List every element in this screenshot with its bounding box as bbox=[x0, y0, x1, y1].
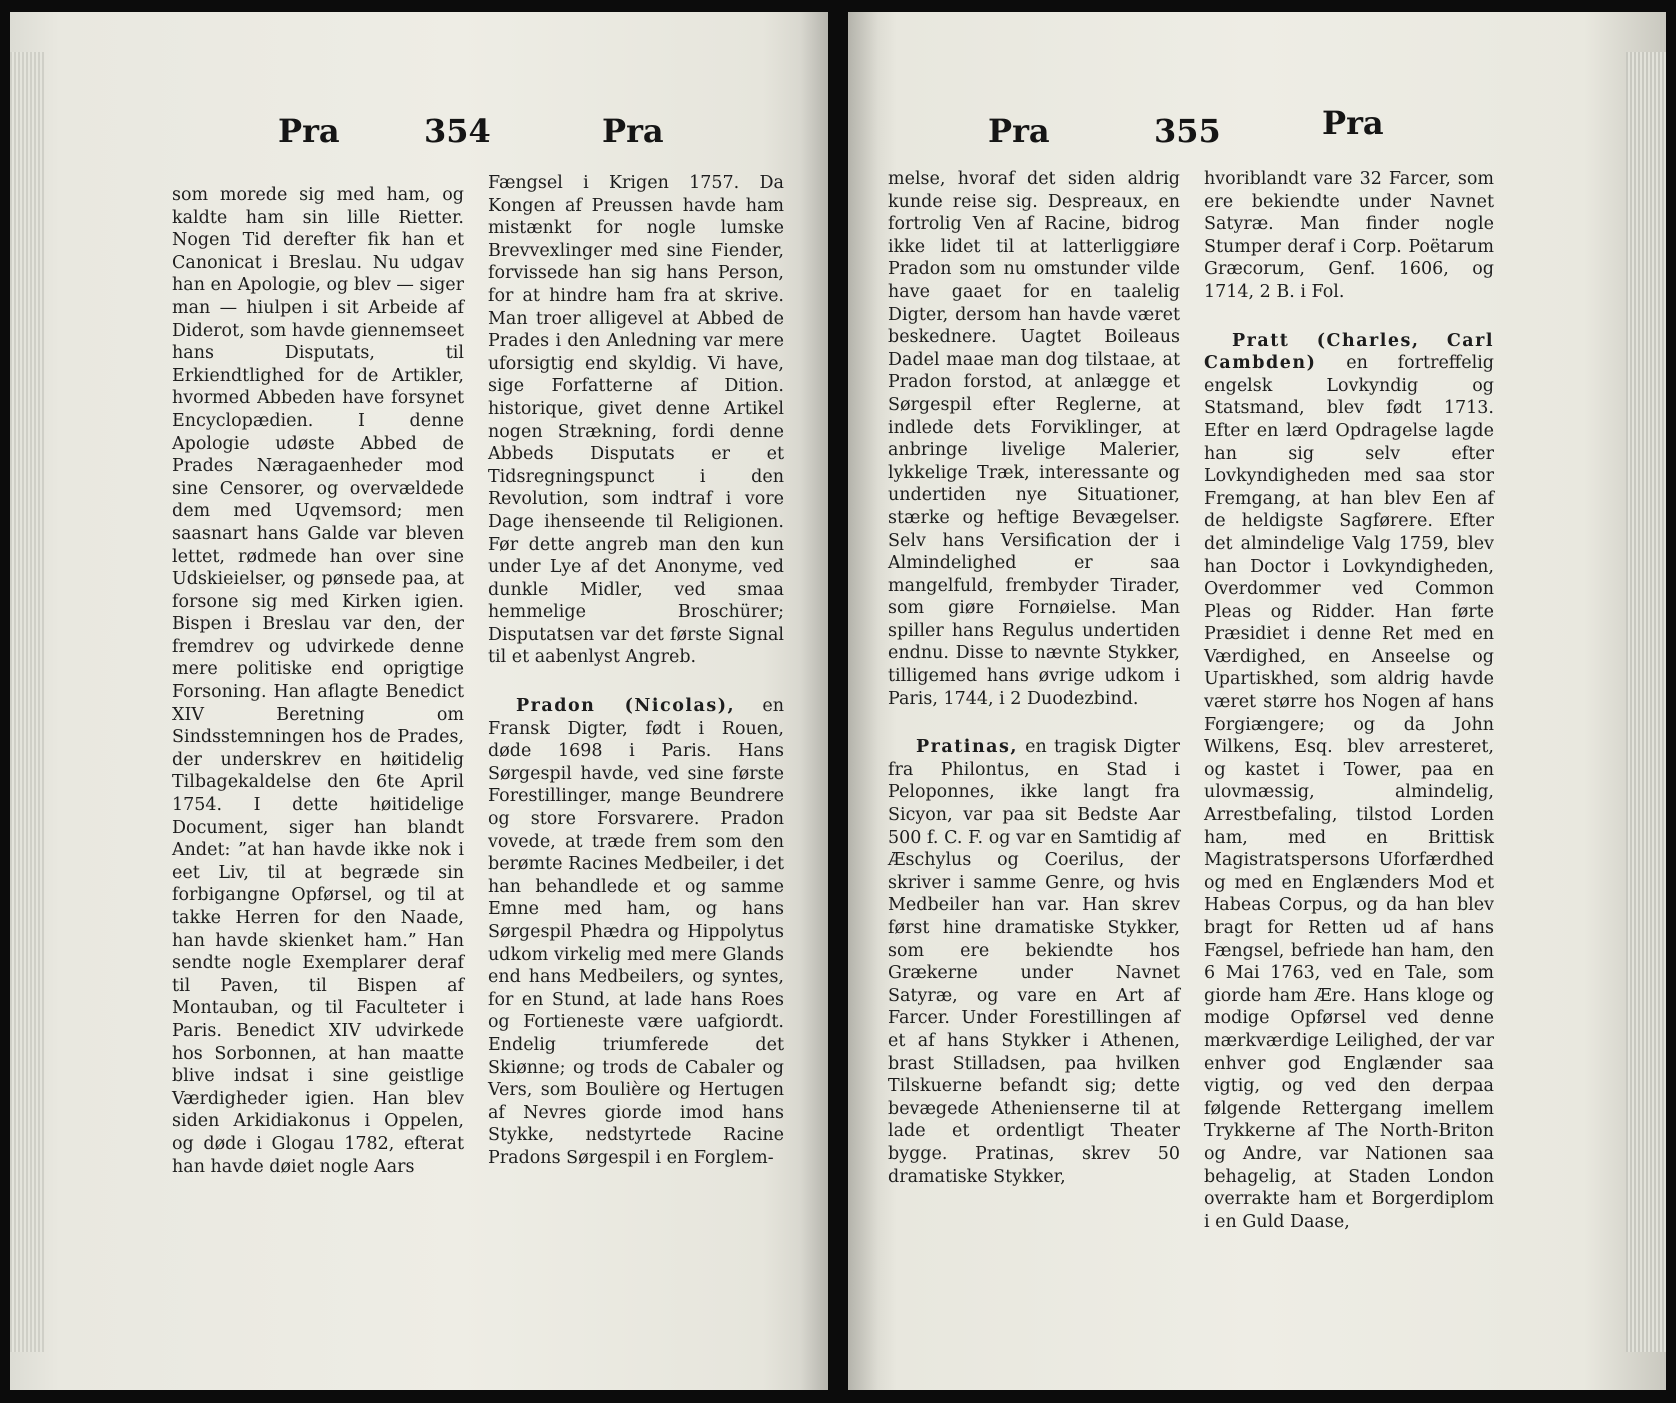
entry-text: Fængsel i Krigen 1757. Da Kongen af Preussen havde ham mistænkt for nogle lumske Brevvexlinger med sine Fiender, forvissede han sig hans Person, for at hindre ham fra at skrive. Man troer alligevel at Abbed de Prades i den Anledning var mere uforsigtig end skyldig. Vi have, sige Forfatterne af Dition. historique, givet denne Artikel nogen Strækning, fordi denne Abbeds Disputats er et Tidsregningspunct i den Revolution, som indtraf i vore Dage ihenseende til Religionen. Før dette angreb man den kun under Lye af det Anonyme, ved dunkle Midler, ved smaa hemmelige Broschürer; Disputatsen var det første Signal til et aabenlyst Angreb. bbox=[488, 173, 784, 668]
spine-shadow bbox=[848, 12, 878, 1390]
right-page bbox=[848, 12, 1666, 1390]
left-column-2 bbox=[488, 172, 784, 1262]
header-right-word: Pra bbox=[1322, 104, 1384, 142]
page-edges bbox=[1626, 52, 1666, 1352]
header-left-word: Pra bbox=[988, 112, 1050, 150]
entry-text: hvoriblandt vare 32 Farcer, som ere bekiendte under Navnet Satyræ. Man finder nogle Stumper deraf i Corp. Poëtarum Græcorum, Genf. 1606, og 1714, 2 B. i Fol. bbox=[1204, 169, 1494, 302]
entry-text: melse, hvoraf det siden aldrig kunde reise sig. Despreaux, en fortrolig Ven af Racine, bidrog ikke lidet til at latterliggiøre Pradon som nu omstunder vilde have gaaet for en taalelig Digter, dersom han havde været beskednere. Uagtet Boileaus Dadel maae man dog tilstaae, at Pradon forstod, at anlægge et Sørgespil efter Reglerne, at indlede dets Forviklinger, at anbringe livelige Malerier, lykkelige Træk, interessante og undertiden nye Situationer, stærke og heftige Bevægelser. Selv hans Versification der i Almindelighed er saa mangelfuld, frembyder Tirader, som giøre Fornøielse. Man spiller hans Regulus undertiden endnu. Disse to nævnte Stykker, tilligemed hans øvrige udkom i Paris, 1744, i 2 Duodezbind. bbox=[888, 169, 1180, 709]
header-right-word: Pra bbox=[602, 112, 664, 150]
spine-shadow bbox=[800, 12, 828, 1390]
entry-pradon bbox=[488, 695, 784, 1169]
right-column-2 bbox=[1204, 168, 1494, 1258]
page-edges bbox=[10, 52, 44, 1352]
left-page bbox=[10, 12, 828, 1390]
page-number: 354 bbox=[424, 112, 491, 150]
entry-text: en fortreffelig engelsk Lovkyndig og Statsmand, blev født 1713. Efter en lærd Opdragelse lagde han sig selv efter Lovkyndigheden med saa stor Fremgang, at han blev Een af de heldigste Sagførere. Efter det almindelige Valg 1759, blev han Doctor i Lovkyndigheden, Overdommer ved Common Pleas og Ridder. Han førte Præsidiet i denne Ret med en Værdighed, en Anseelse og Upartiskhed, som aldrig havde været større hos Nogen af hans Forgiængere; og da John Wilkens, Esq. blev arresteret, og kastet i Tower, paa en ulovmæssig, almindelig, Arrestbefaling, tilstod Lorden ham, med en Brittisk Magistratspersons Uforfærdhed og med en Englænders Mod et Habeas Corpus, og da han blev bragt for Retten ud af hans Fængsel, befriede han ham, den 6 Mai 1763, ved en Tale, som giorde ham Ære. Hans kloge og modige Opførsel ved denne mærkværdige Leilighed, der var enhver god Englænder saa vigtig, og ved den derpaa følgende Rettergang imellem Trykkerne af The North-Briton og Andre, var Nationen saa behagelig, at Staden London overrakte ham et Borgerdiplom i en Guld Daase, bbox=[1204, 353, 1494, 1232]
header-left-word: Pra bbox=[278, 112, 340, 150]
entry-pratinas bbox=[888, 736, 1180, 1188]
entry-text: en tragisk Digter fra Philontus, en Stad i Peloponnes, ikke langt fra Sicyon, var paa sit Bedste Aar 500 f. C. F. og var en Samtidig af Æschylus og Coerilus, der skriver i samme Genre, og hvis Medbeiler han var. Han skrev først hine dramatiske Stykker, som ere bekiendte hos Grækerne under Navnet Satyræ, og vare en Art af Farcer. Under Forestillingen af et af hans Stykker i Athenen, brast Stilladsen, paa hvilken Tilskuerne befandt sig; dette bevægede Athenienserne til at lade et ordentligt Theater bygge. Pratinas, skrev 50 dramatiske Stykker, bbox=[888, 737, 1180, 1187]
headword: Pradon (Nicolas), bbox=[516, 696, 736, 717]
page-number: 355 bbox=[1154, 112, 1221, 150]
right-column-1 bbox=[888, 168, 1180, 1258]
entry-text: en Fransk Digter, født i Rouen, døde 1698 i Paris. Hans Sørgespil havde, ved sine første Forestillinger, mange Beundrere og store Forsvarere. Pradon vovede, at træde frem som den berømte Racines Medbeiler, i det han behandlede et og samme Emne med ham, og hans Sørgespil Phædra og Hippolytus udkom virkelig med mere Glands end hans Medbeilers, og syntes, for en Stund, at lade hans Roes og Fortieneste være uafgiordt. Endelig triumferede det Skiønne; og trods de Cabaler og Vers, som Boulière og Hertugen af Nevres giorde imod hans Stykke, nedstyrtede Racine Pradons Sørgespil i en Forglem- bbox=[488, 696, 784, 1168]
entry-text: som morede sig med ham, og kaldte ham sin lille Rietter. Nogen Tid derefter fik han et Canonicat i Breslau. Nu udgav han en Apologie, og blev — siger man — hiulpen i sit Arbeide af Diderot, som havde giennemseet hans Disputats, til Erkiendtlighed for de Artikler, hvormed Abbeden have forsynet Encyclopædien. I denne Apologie udøste Abbed de Prades Næragaenheder mod sine Censorer, og overvældede dem med Uqvemsord; men saasnart hans Galde var bleven lettet, rødmede han over sine Udskieielser, og pønsede paa, at forsone sig med Kirken igien. Bispen i Breslau var den, der fremdrev og udvirkede denne mere politiske end oprigtige Forsoning. Han aflagte Benedict XIV Beretning om Sindsstemningen hos de Prades, der underskrev en høitidelig Tilbagekaldelse den 6te April 1754. I dette høitidelige Document, siger han blandt Andet: ”at han havde ikke nok i eet Liv, til at begræde sin forbigangne Opførsel, og til at takke Herren for den Naade, han havde skienket ham.” Han sendte nogle Exemplarer deraf til Paven, til Bispen af Montauban, og til Faculteter i Paris. Benedict XIV udvirkede hos Sorbonnen, at han maatte blive indsat i sine geistlige Værdigheder igien. Han blev siden Arkidiakonus i Oppelen, og døde i Glogau 1782, efterat han havde døiet nogle Aars bbox=[172, 185, 465, 1177]
left-column-1 bbox=[172, 184, 464, 1264]
entry-pratt bbox=[1204, 330, 1494, 1234]
headword: Pratt (Charles, Carl Cambden) bbox=[1204, 330, 1494, 374]
headword: Pratinas, bbox=[916, 737, 1018, 758]
